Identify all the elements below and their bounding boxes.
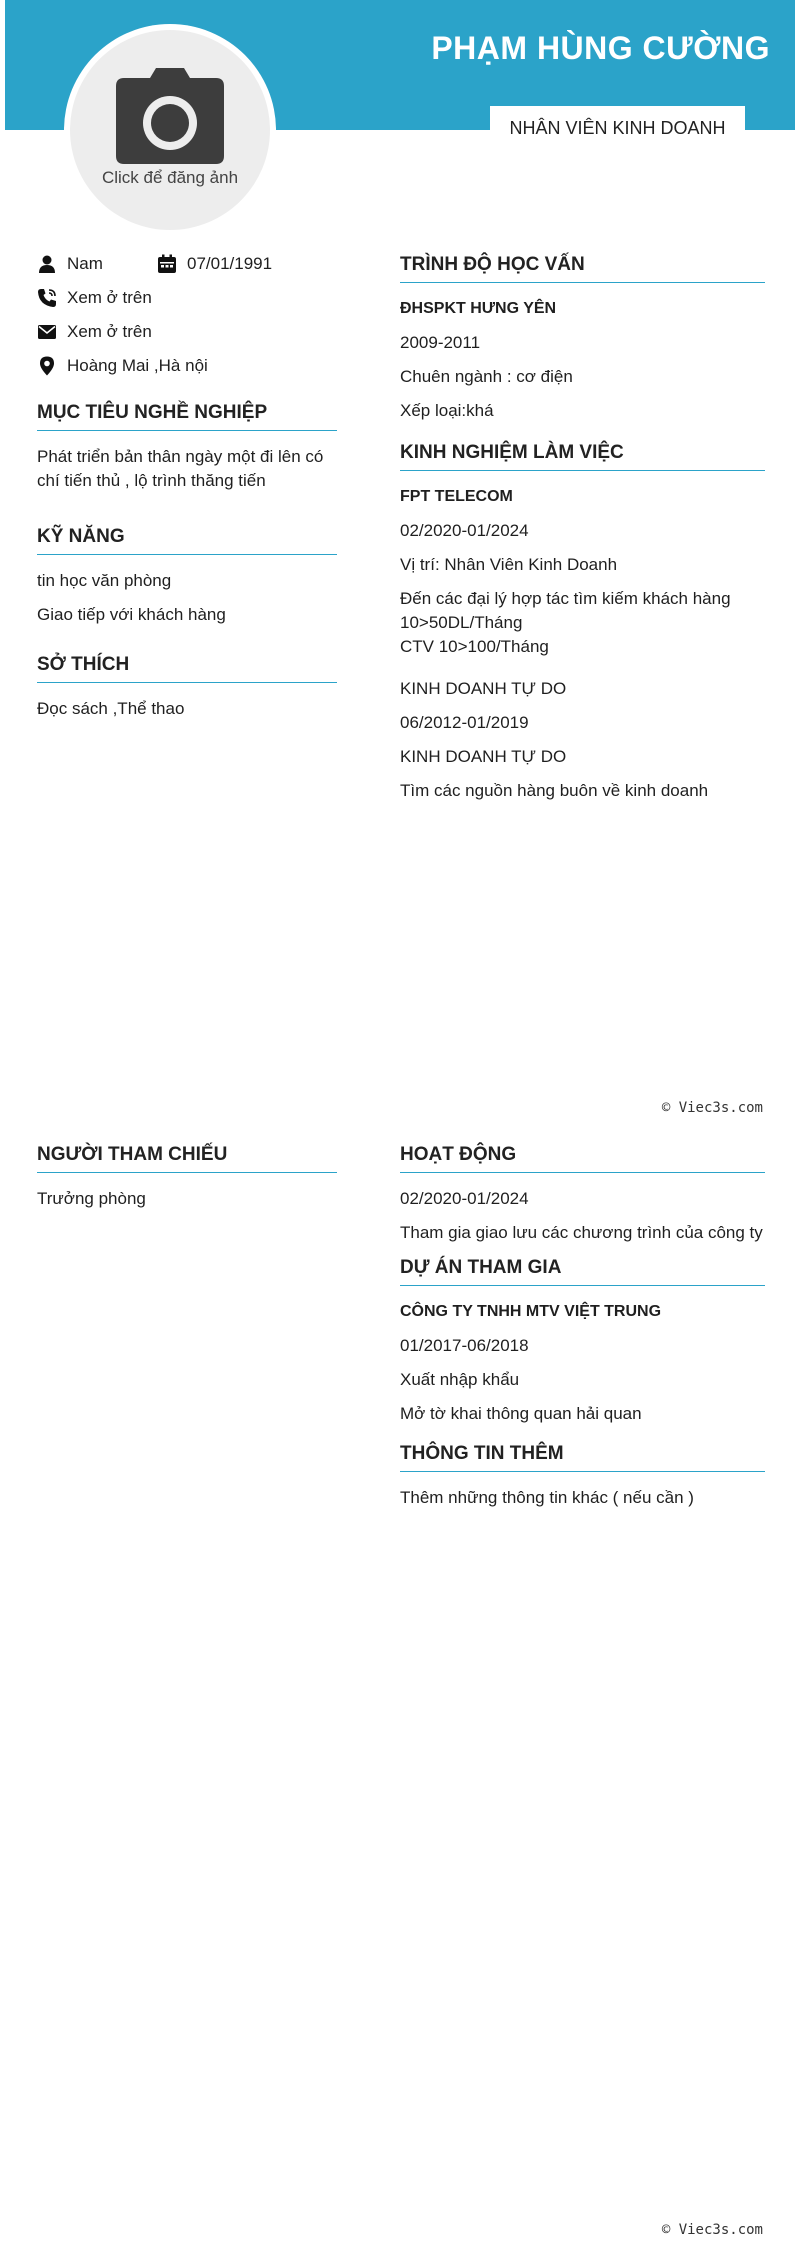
section-title: KỸ NĂNG [37, 526, 337, 555]
address-row [37, 356, 208, 376]
project-period: 01/2017-06/2018 [400, 1336, 529, 1355]
section-title: KINH NGHIỆM LÀM VIỆC [400, 442, 765, 471]
project-line: Mở tờ khai thông quan hải quan [400, 1404, 642, 1423]
job-company: KINH DOANH TỰ DO [400, 679, 567, 698]
activity-period: 02/2020-01/2024 [400, 1189, 529, 1208]
calendar-icon [157, 254, 177, 274]
section-title: NGƯỜI THAM CHIẾU [37, 1144, 337, 1173]
birthdate-value: 07/01/1991 [187, 254, 273, 273]
activity-text: Tham gia giao lưu các chương trình của công ty [400, 1223, 763, 1242]
experience-section [400, 442, 765, 803]
email-row [37, 322, 152, 342]
job-description: Tìm các nguồn hàng buôn về kinh doanh [400, 781, 709, 800]
education-period: 2009-2011 [400, 333, 481, 352]
job-position: Vị trí: Nhân Viên Kinh Doanh [400, 555, 618, 574]
job-title: NHÂN VIÊN KINH DOANH [490, 106, 745, 150]
references-section [37, 1144, 337, 1211]
job-position: KINH DOANH TỰ DO [400, 747, 567, 766]
job-company: FPT TELECOM [400, 488, 513, 505]
job-period: 06/2012-01/2019 [400, 713, 529, 732]
job-description: Đến các đại lý hợp tác tìm kiếm khách hàng 10>50DL/Tháng CTV 10>100/Tháng [400, 589, 731, 656]
skill-item: tin học văn phòng [37, 571, 172, 590]
project-company: CÔNG TY TNHH MTV VIỆT TRUNG [400, 1303, 662, 1320]
education-major: Chuên ngành : cơ điện [400, 367, 573, 386]
extra-info-section [400, 1443, 765, 1510]
address-value: Hoàng Mai ,Hà nội [67, 356, 208, 375]
objective-section [37, 402, 337, 493]
envelope-icon [37, 322, 57, 342]
avatar-upload[interactable] [70, 30, 270, 230]
section-title: HOẠT ĐỘNG [400, 1144, 765, 1173]
projects-section [400, 1257, 765, 1426]
phone-row [37, 288, 152, 308]
gender-value: Nam [67, 254, 103, 273]
hobbies-section [37, 654, 337, 721]
avatar-caption: Click để đăng ảnh [101, 168, 239, 187]
section-title: TRÌNH ĐỘ HỌC VẤN [400, 254, 765, 283]
skill-item: Giao tiếp với khách hàng [37, 605, 226, 624]
section-title: MỤC TIÊU NGHỀ NGHIỆP [37, 402, 337, 431]
activities-section [400, 1144, 765, 1245]
camera-icon [116, 68, 224, 164]
email-value: Xem ở trên [67, 322, 152, 341]
candidate-name: PHẠM HÙNG CƯỜNG [431, 30, 770, 66]
section-title: SỞ THÍCH [37, 654, 337, 683]
phone-value: Xem ở trên [67, 288, 152, 307]
hobbies-text: Đọc sách ,Thể thao [37, 699, 185, 718]
references-text: Trưởng phòng [37, 1189, 146, 1208]
extra-text: Thêm những thông tin khác ( nếu cần ) [400, 1488, 694, 1507]
phone-icon [37, 288, 57, 308]
education-section [400, 254, 765, 423]
person-icon [37, 254, 57, 274]
watermark: © Viec3s.com [661, 1100, 763, 1116]
section-title: DỰ ÁN THAM GIA [400, 1257, 765, 1286]
birthdate-row [157, 254, 272, 274]
school-name: ĐHSPKT HƯNG YÊN [400, 300, 557, 317]
project-line: Xuất nhập khẩu [400, 1370, 520, 1389]
watermark: © Viec3s.com [661, 2222, 763, 2238]
job-period: 02/2020-01/2024 [400, 521, 529, 540]
education-grade: Xếp loại:khá [400, 401, 494, 420]
skills-section [37, 526, 337, 627]
objective-text: Phát triển bản thân ngày một đi lên có chí tiến thủ , lộ trình thăng tiến [37, 447, 324, 490]
section-title: THÔNG TIN THÊM [400, 1443, 765, 1472]
location-pin-icon [37, 356, 57, 376]
gender-row [37, 254, 103, 274]
